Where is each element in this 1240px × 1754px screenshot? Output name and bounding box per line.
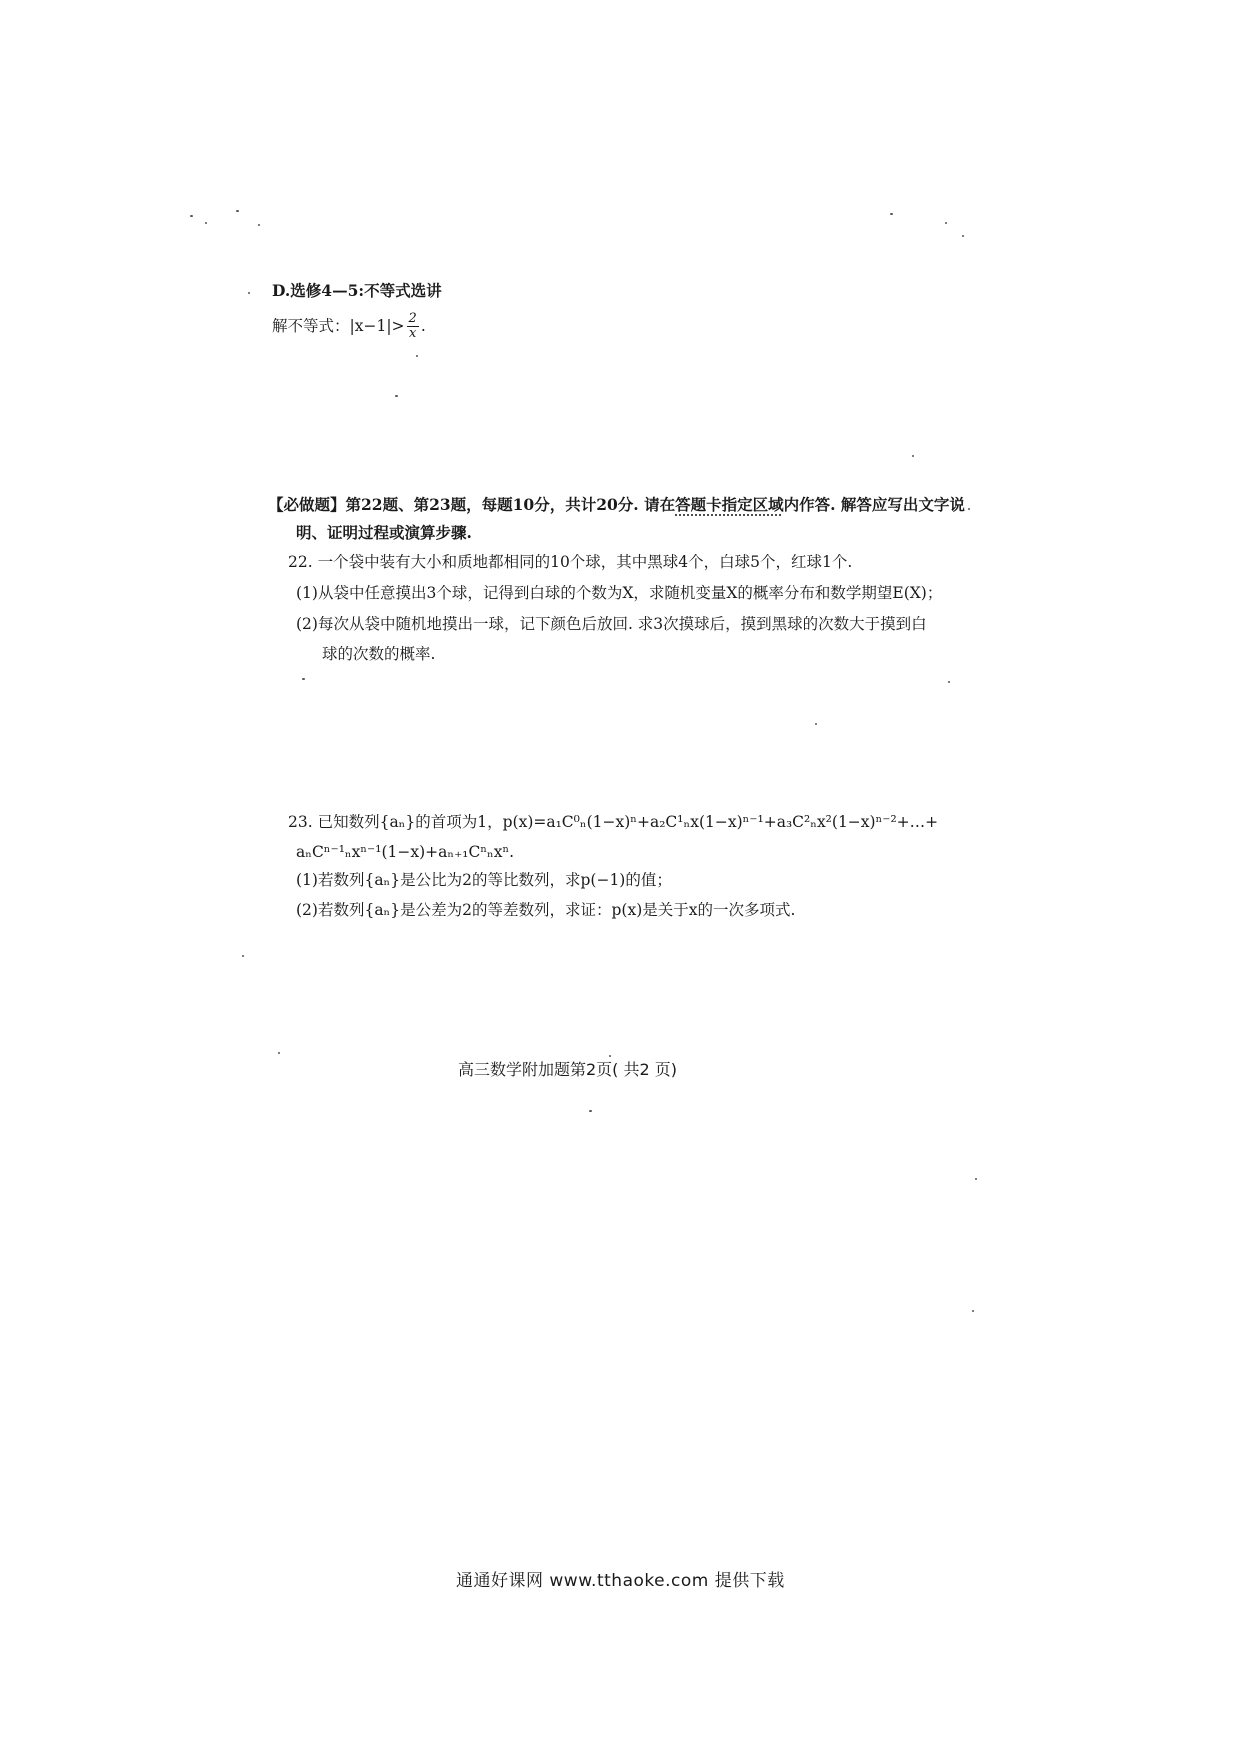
scan-speck bbox=[609, 1055, 611, 1057]
scan-speck bbox=[236, 210, 239, 212]
q23-part2: (2)若数列{aₙ}是公差为2的等差数列，求证：p(x)是关于x的一次多项式. bbox=[296, 901, 796, 919]
scan-speck bbox=[912, 455, 914, 457]
fraction-denominator: x bbox=[409, 326, 417, 342]
scan-speck bbox=[248, 292, 250, 294]
q23-part1: (1)若数列{aₙ}是公比为2的等比数列，求p(−1)的值； bbox=[296, 871, 672, 889]
scan-speck bbox=[395, 395, 398, 397]
scan-speck bbox=[890, 213, 893, 215]
section-d-problem-suffix: . bbox=[420, 316, 426, 335]
scan-speck bbox=[416, 355, 418, 357]
scan-speck bbox=[242, 955, 244, 957]
scan-speck bbox=[205, 222, 207, 224]
q22-stem: 22. 一个袋中装有大小和质地都相同的10个球，其中黑球4个，白球5个，红球1个. bbox=[288, 553, 853, 571]
required-header-line2: 明、证明过程或演算步骤. bbox=[296, 523, 472, 542]
scan-speck bbox=[589, 1110, 592, 1112]
source-credit: 通通好课网 www.tthaoke.com 提供下载 bbox=[456, 1571, 785, 1591]
scan-speck bbox=[962, 235, 964, 237]
scan-speck bbox=[190, 215, 193, 217]
section-d-heading: D.选修4—5:不等式选讲 bbox=[272, 281, 442, 300]
scan-speck bbox=[302, 678, 305, 680]
section-d-problem-text: 解不等式：|x−1|> bbox=[272, 316, 405, 335]
required-header-emphasis: 答题卡指定区域 bbox=[675, 495, 784, 514]
q22-part1: (1)从袋中任意摸出3个球，记得到白球的个数为X，求随机变量X的概率分布和数学期望E(X)； bbox=[296, 584, 943, 602]
scan-speck bbox=[278, 1052, 280, 1054]
scan-speck bbox=[975, 1178, 977, 1180]
scan-speck bbox=[972, 1310, 974, 1312]
scan-speck bbox=[968, 508, 970, 510]
scan-speck bbox=[945, 222, 947, 224]
section-d-problem bbox=[272, 312, 426, 342]
scan-speck bbox=[815, 723, 817, 725]
scan-speck bbox=[258, 224, 260, 226]
required-header-prefix: 【必做题】第22题、第23题，每题10分，共计20分. 请在 bbox=[268, 495, 676, 514]
q22-part2-line1: (2)每次从袋中随机地摸出一球，记下颜色后放回. 求3次摸球后，摸到黑球的次数大于摸到白 bbox=[296, 615, 927, 633]
q23-stem-line1: 23. 已知数列{aₙ}的首项为1，p(x)=a₁C⁰ₙ(1−x)ⁿ+a₂C¹ₙx(1−x)ⁿ⁻¹+a₃C²ₙx²(1−x)ⁿ⁻²+…+ bbox=[288, 813, 939, 831]
fraction-numerator: 2 bbox=[408, 311, 417, 326]
required-header-line1 bbox=[268, 496, 965, 515]
required-header-suffix: 内作答. 解答应写出文字说 bbox=[783, 495, 965, 514]
scan-speck bbox=[948, 681, 950, 683]
q23-stem-line2: aₙCⁿ⁻¹ₙxⁿ⁻¹(1−x)+aₙ₊₁Cⁿₙxⁿ. bbox=[296, 843, 515, 861]
page-footer: 高三数学附加题第2页( 共2 页) bbox=[458, 1060, 678, 1079]
q22-part2-line2: 球的次数的概率. bbox=[322, 645, 436, 663]
fraction bbox=[407, 312, 419, 342]
